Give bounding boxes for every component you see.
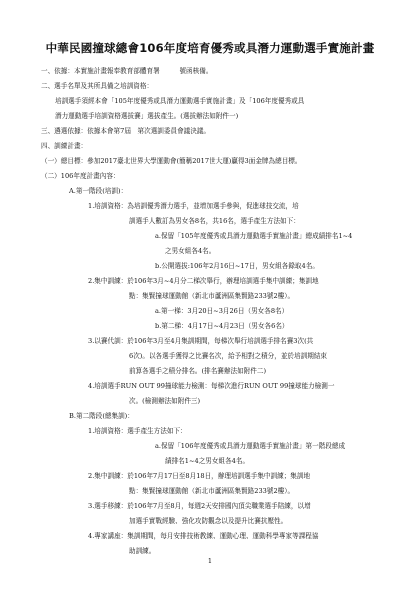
list-item-continuation: 點：集賢撞球運動館（新北市蘆洲區集賢路233號2樓）。	[129, 292, 295, 300]
list-item: 4.專家講座：集訓期間，每月安排技術教練、運動心理、運動科學專家等課程協	[88, 532, 319, 540]
section-basis: 一、依據：本實施計畫報奉教育部體育署 號函核備。	[41, 67, 213, 75]
list-item-continuation: 點：集賢撞球運動館（新北市蘆洲區集賢路233號2樓）。	[129, 487, 295, 495]
list-item: 1.培訓資格：選手產生方法如下：	[88, 427, 187, 435]
sub-item: b.第二梯：4月17日~4月23日（男女各6名）	[155, 322, 289, 330]
list-item: 3.選手移練：於106年7月至8月，每週2天安排國內頂尖職業選手陪練，以增	[88, 502, 311, 510]
paragraph-line: 培訓選手須經本會「105年度優秀或具潛力運動選手實施計畫」及「106年度優秀或具	[55, 97, 305, 105]
sub-item-continuation: 績排名1~4之男女組各4名。	[165, 457, 250, 465]
list-item: 4.培訓選手RUN OUT 99撞球能力檢測：每梯次進行RUN OUT 99撞球能力檢測一	[88, 382, 335, 390]
list-item: 2.集中訓練：於106年7月17日至8月18日，辦理培訓選手集中訓練；集訓地	[88, 472, 311, 480]
subsection-overall-goal: （一）總目標：參加2017臺北世界大學運動會(簡稱2017世大運)贏得3面金牌為總目標。	[41, 157, 302, 165]
list-item: 2.集中訓練：於106年3月~4月分二梯次舉行，辦理培訓選手集中訓練；集訓地	[88, 277, 319, 285]
sub-item: b.公開選拔:106年2月16日~17日，男女組各錄取4名。	[155, 262, 319, 270]
section-training-plan: 四、訓練計畫：	[41, 142, 88, 150]
list-item-continuation: 次。(檢測辦法如附件三)	[129, 397, 201, 405]
sub-item: a.保留「106年度優秀或具潛力運動選手實施計畫」第一階段總成	[155, 442, 346, 450]
list-item-continuation: 6次)。以各選手獲得之比賽名次，給予相對之積分，並於培訓期結束	[129, 352, 327, 360]
list-item-continuation: 加選手實戰經驗、強化攻防觀念以及提升比賽抗壓性。	[129, 517, 288, 525]
list-item-continuation: 助訓練。	[129, 547, 156, 555]
paragraph-line: 潛力運動選手培訓資格選拔賽」選拔產生。(選拔辦法如附件一)	[55, 112, 239, 120]
phase-a-heading: A.第一階段(培訓)：	[69, 187, 128, 195]
list-item-continuation: 前算各選手之積分排名。(排名賽辦法如附件二)	[129, 367, 267, 375]
sub-item: a.第一梯：3月20日~3月26日（男女各8名）	[155, 307, 289, 315]
list-item: 1.培訓資格：為培訓優秀潛力選手，並增加選手參與，促進球技交流，培	[88, 202, 299, 210]
section-candidates: 二、選手名單及其所具備之培訓資格：	[41, 82, 154, 90]
page-number: 1	[207, 557, 213, 565]
section-selection-basis: 三、遴選依據：依據本會第7屆 第次選訓委員會議決議。	[41, 127, 211, 135]
sub-item-continuation: 之男女組各4名。	[165, 247, 216, 255]
subsection-plan-content: （二）106年度計畫內容：	[41, 172, 120, 180]
phase-b-heading: B.第二階段(總集訓)：	[69, 412, 134, 420]
sub-item: a.保留「105年度優秀或具潛力運動選手實施計畫」總成績排名1~4	[155, 232, 353, 240]
list-item: 3.以賽代訓：於106年3月至4月集訓期間，每梯次舉行培訓選手排名賽3次(共	[88, 337, 314, 345]
document-title: 中華民國撞球總會106年度培育優秀或具潛力運動選手實施計畫	[45, 41, 375, 55]
list-item-continuation: 訓選手人數訂為男女各8名，共16名，選手產生方法如下：	[129, 217, 300, 225]
